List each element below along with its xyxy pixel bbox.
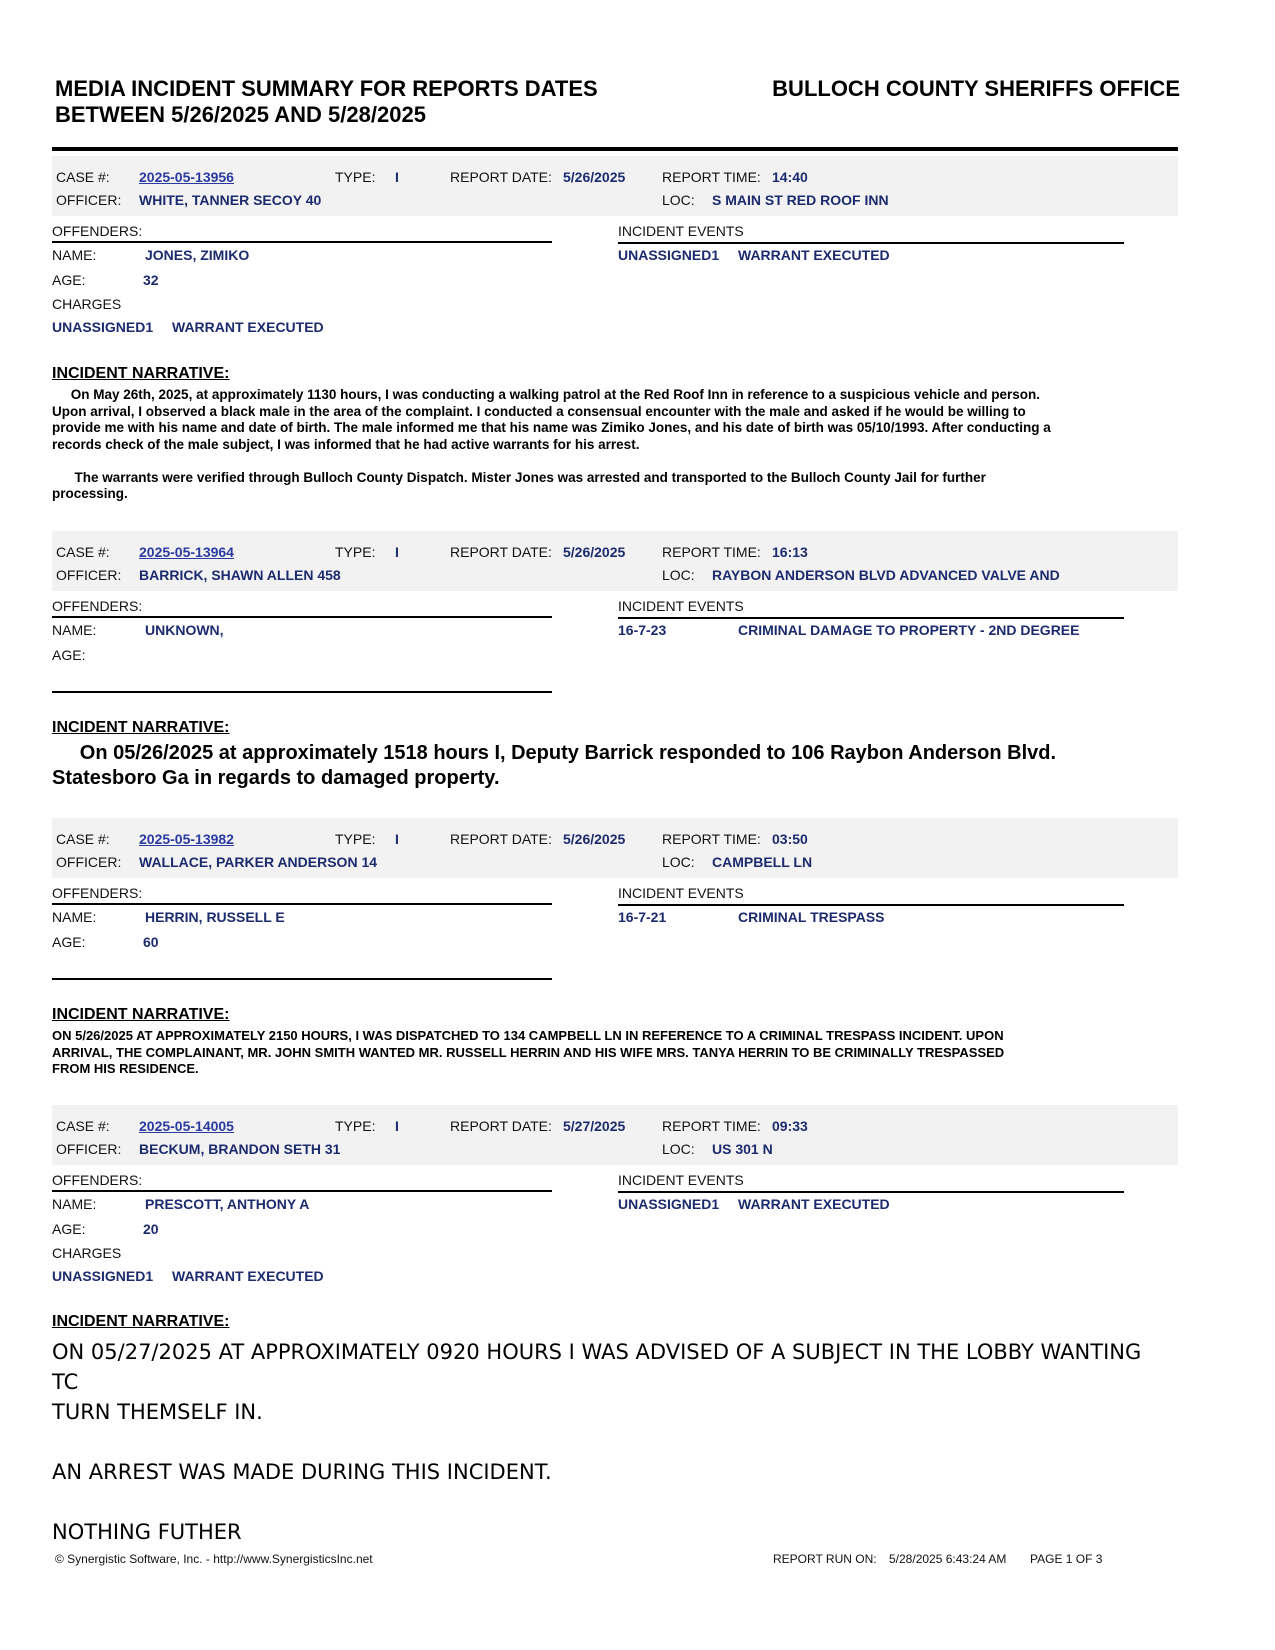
type-label: TYPE: xyxy=(335,169,376,185)
footer-copyright: © Synergistic Software, Inc. - http://www.SynergisticsInc.net xyxy=(55,1552,373,1566)
case-number-link[interactable]: 2025-05-14005 xyxy=(139,1118,234,1134)
case-number-link[interactable]: 2025-05-13956 xyxy=(139,169,234,185)
officer-value: BARRICK, SHAWN ALLEN 458 xyxy=(139,567,341,583)
report-date-label: REPORT DATE: xyxy=(450,1118,552,1134)
incident-events-rule xyxy=(618,904,1124,906)
offenders-rule xyxy=(52,616,552,618)
case-number-label: CASE #: xyxy=(56,831,110,847)
offenders-rule xyxy=(52,1190,552,1192)
incident-events-rule xyxy=(618,617,1124,619)
narrative-text: On 05/26/2025 at approximately 1518 hours I, Deputy Barrick responded to 106 Raybon Anderson Blvd. Statesboro Ga in regards to damaged property. xyxy=(52,742,1057,789)
offender-name-value: UNKNOWN, xyxy=(145,622,224,638)
offender-age-label: AGE: xyxy=(52,272,86,288)
offender-name-value: JONES, ZIMIKO xyxy=(145,247,250,263)
event-code: 16-7-23 xyxy=(618,622,667,638)
event-code: UNASSIGNED1 xyxy=(618,1196,720,1212)
incident-events-heading: INCIDENT EVENTS xyxy=(618,223,744,239)
narrative-heading: INCIDENT NARRATIVE: xyxy=(52,365,230,382)
event-description: WARRANT EXECUTED xyxy=(738,247,890,263)
report-date-label: REPORT DATE: xyxy=(450,831,552,847)
charge-code: UNASSIGNED1 xyxy=(52,1268,154,1284)
loc-label: LOC: xyxy=(662,567,695,583)
officer-value: WALLACE, PARKER ANDERSON 14 xyxy=(139,854,378,870)
offender-name-label: NAME: xyxy=(52,1196,97,1212)
report-time-label: REPORT TIME: xyxy=(662,831,761,847)
offender-name-label: NAME: xyxy=(52,622,97,638)
offender-name-value: PRESCOTT, ANTHONY A xyxy=(145,1196,310,1212)
loc-label: LOC: xyxy=(662,1141,695,1157)
report-date-value: 5/26/2025 xyxy=(563,544,626,560)
report-time-value: 14:40 xyxy=(772,169,808,185)
report-time-label: REPORT TIME: xyxy=(662,544,761,560)
agency-name: BULLOCH COUNTY SHERIFFS OFFICE xyxy=(772,76,1180,101)
report-date-value: 5/26/2025 xyxy=(563,831,626,847)
footer-run-on-value: 5/28/2025 6:43:24 AM xyxy=(889,1552,1007,1566)
offender-name-label: NAME: xyxy=(52,247,97,263)
report-date-value: 5/26/2025 xyxy=(563,169,626,185)
report-time-value: 09:33 xyxy=(772,1118,808,1134)
offender-end-rule xyxy=(52,691,552,693)
offenders-heading: OFFENDERS: xyxy=(52,223,143,239)
event-code: UNASSIGNED1 xyxy=(618,247,720,263)
officer-label: OFFICER: xyxy=(56,854,122,870)
offender-age-label: AGE: xyxy=(52,1221,86,1237)
footer-page-number: PAGE 1 OF 3 xyxy=(1030,1552,1103,1566)
event-description: CRIMINAL TRESPASS xyxy=(738,909,885,925)
loc-label: LOC: xyxy=(662,854,695,870)
type-value: I xyxy=(395,169,399,185)
report-title xyxy=(55,76,695,128)
footer-run-on-label: REPORT RUN ON: xyxy=(773,1552,877,1566)
type-value: I xyxy=(395,544,399,560)
offender-name-label: NAME: xyxy=(52,909,97,925)
case-block xyxy=(52,1105,1178,1545)
case-number-link[interactable]: 2025-05-13982 xyxy=(139,831,234,847)
officer-label: OFFICER: xyxy=(56,192,122,208)
report-title-line2: BETWEEN 5/26/2025 AND 5/28/2025 xyxy=(55,102,426,127)
type-label: TYPE: xyxy=(335,831,376,847)
loc-value: S MAIN ST RED ROOF INN xyxy=(712,192,889,208)
type-value: I xyxy=(395,1118,399,1134)
narrative-text: On May 26th, 2025, at approximately 1130 hours, I was conducting a walking patrol at the Red Roof Inn in reference to a suspicious vehicle and person. Upon arrival, I observed a black male in the area of the complaint. I conducted a consensual encounter with the male and asked if he would be willing to provide me with his name and date of birth. The male informed me that his name was Zimiko Jones, and his date of birth was 05/10/1993. After conducting a records check of the male subject, I was informed that he had active warrants for his arrest. The warrants were verified through Bulloch County Dispatch. Mister Jones was arrested and transported to the Bulloch County Jail for further processing. xyxy=(52,387,1051,501)
narrative-heading: INCIDENT NARRATIVE: xyxy=(52,1006,230,1023)
narrative-heading: INCIDENT NARRATIVE: xyxy=(52,1313,230,1330)
header-divider xyxy=(52,147,1178,151)
offender-age-value: 32 xyxy=(143,272,159,288)
incident-events-heading: INCIDENT EVENTS xyxy=(618,885,744,901)
report-title-line1: MEDIA INCIDENT SUMMARY FOR REPORTS DATES xyxy=(55,76,598,101)
incident-events-rule xyxy=(618,1191,1124,1193)
offender-name-value: HERRIN, RUSSELL E xyxy=(145,909,285,925)
charge-description: WARRANT EXECUTED xyxy=(172,319,324,335)
offenders-heading: OFFENDERS: xyxy=(52,885,143,901)
offender-age-value: 20 xyxy=(143,1221,159,1237)
case-number-link[interactable]: 2025-05-13964 xyxy=(139,544,234,560)
loc-value: RAYBON ANDERSON BLVD ADVANCED VALVE AND xyxy=(712,567,1060,583)
officer-label: OFFICER: xyxy=(56,1141,122,1157)
type-value: I xyxy=(395,831,399,847)
incident-events-rule xyxy=(618,242,1124,244)
charge-description: WARRANT EXECUTED xyxy=(172,1268,324,1284)
offender-end-rule xyxy=(52,978,552,980)
narrative-heading: INCIDENT NARRATIVE: xyxy=(52,719,230,736)
type-label: TYPE: xyxy=(335,544,376,560)
officer-value: BECKUM, BRANDON SETH 31 xyxy=(139,1141,341,1157)
report-time-value: 16:13 xyxy=(772,544,808,560)
officer-value: WHITE, TANNER SECOY 40 xyxy=(139,192,322,208)
report-time-label: REPORT TIME: xyxy=(662,169,761,185)
officer-label: OFFICER: xyxy=(56,567,122,583)
event-code: 16-7-21 xyxy=(618,909,667,925)
charges-label: CHARGES xyxy=(52,1245,122,1261)
charge-code: UNASSIGNED1 xyxy=(52,319,154,335)
loc-value: CAMPBELL LN xyxy=(712,854,813,870)
report-date-label: REPORT DATE: xyxy=(450,544,552,560)
report-date-label: REPORT DATE: xyxy=(450,169,552,185)
case-number-label: CASE #: xyxy=(56,1118,110,1134)
case-number-label: CASE #: xyxy=(56,169,110,185)
loc-value: US 301 N xyxy=(712,1141,773,1157)
type-label: TYPE: xyxy=(335,1118,376,1134)
offenders-heading: OFFENDERS: xyxy=(52,598,143,614)
offender-age-value: 60 xyxy=(143,934,159,950)
offenders-rule xyxy=(52,241,552,243)
report-date-value: 5/27/2025 xyxy=(563,1118,626,1134)
offenders-heading: OFFENDERS: xyxy=(52,1172,143,1188)
event-description: CRIMINAL DAMAGE TO PROPERTY - 2ND DEGREE xyxy=(738,622,1080,638)
offenders-rule xyxy=(52,903,552,905)
loc-label: LOC: xyxy=(662,192,695,208)
offender-age-label: AGE: xyxy=(52,934,86,950)
case-number-label: CASE #: xyxy=(56,544,110,560)
incident-events-heading: INCIDENT EVENTS xyxy=(618,1172,744,1188)
offender-age-label: AGE: xyxy=(52,647,86,663)
narrative-text: ON 05/27/2025 AT APPROXIMATELY 0920 HOURS I WAS ADVISED OF A SUBJECT IN THE LOBBY WANTING TC TURN THEMSELF IN. AN ARREST WAS MADE DURING THIS INCIDENT. NOTHING FUTHER xyxy=(52,1340,1142,1544)
report-time-label: REPORT TIME: xyxy=(662,1118,761,1134)
charges-label: CHARGES xyxy=(52,296,122,312)
incident-events-heading: INCIDENT EVENTS xyxy=(618,598,744,614)
narrative-text: ON 5/26/2025 AT APPROXIMATELY 2150 HOURS, I WAS DISPATCHED TO 134 CAMPBELL LN IN REFERENCE TO A CRIMINAL TRESPASS INCIDENT. UPON ARRIVAL, THE COMPLAINANT, MR. JOHN SMITH WANTED MR. RUSSELL HERRIN AND HIS WIFE MRS. TANYA HERRIN TO BE CRIMINALLY TRESPASSED FROM HIS RESIDENCE. xyxy=(52,1028,1005,1076)
report-time-value: 03:50 xyxy=(772,831,808,847)
event-description: WARRANT EXECUTED xyxy=(738,1196,890,1212)
